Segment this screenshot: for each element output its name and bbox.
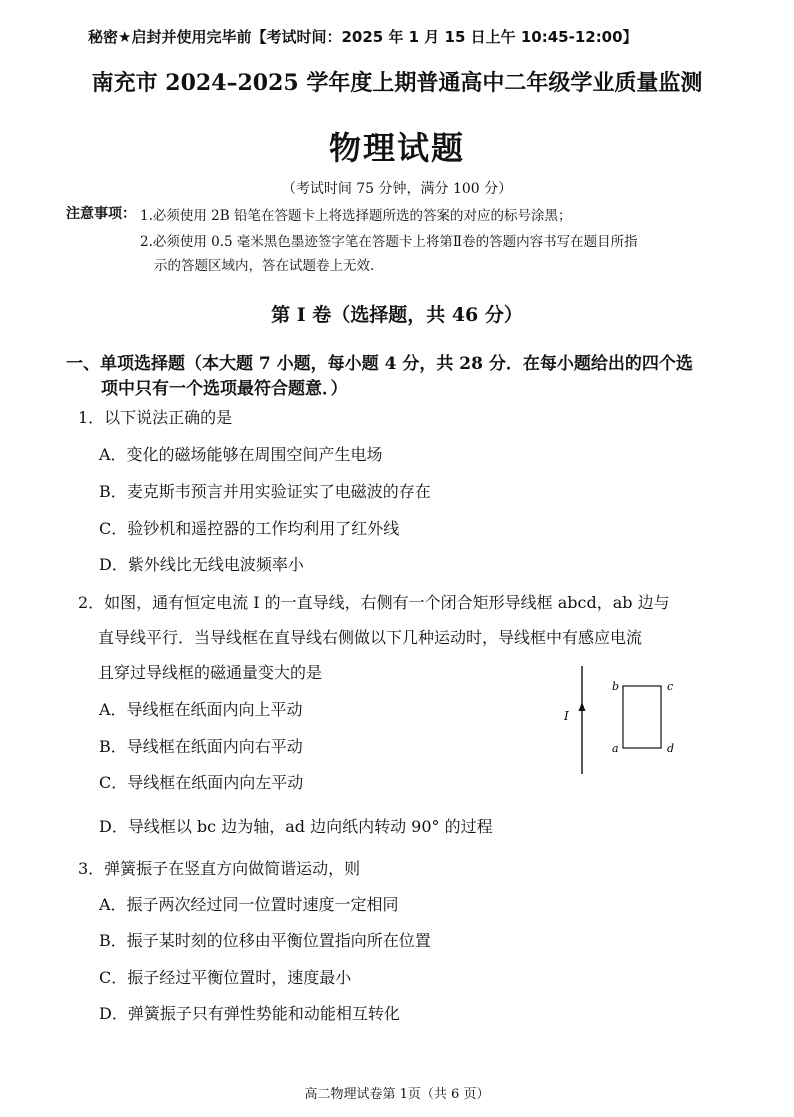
question-3-stem: 3．弹簧振子在竖直方向做简谐运动，则 bbox=[78, 859, 361, 878]
question-2-stem-line-3: 且穿过导线框的磁通量变大的是 bbox=[98, 663, 323, 682]
question-3-option-b: B．振子某时刻的位移由平衡位置指向所在位置 bbox=[99, 931, 431, 950]
section-title: 第 I 卷（选择题，共 46 分） bbox=[271, 304, 523, 326]
question-2-stem-line-1: 2．如图，通有恒定电流 I 的一直导线，右侧有一个闭合矩形导线框 abcd，ab 边与 bbox=[78, 593, 670, 612]
question-1-option-c: C．验钞机和遥控器的工作均利用了红外线 bbox=[99, 519, 400, 538]
question-1-option-a: A．变化的磁场能够在周围空间产生电场 bbox=[99, 445, 383, 464]
question-2-option-d: D．导线框以 bc 边为轴，ad 边向纸内转动 90° 的过程 bbox=[99, 817, 493, 836]
question-3-option-a: A．振子两次经过同一位置时速度一定相同 bbox=[99, 895, 399, 914]
subject-title: 物理试题 bbox=[328, 129, 465, 167]
corner-d-label: d bbox=[667, 742, 675, 755]
current-label: I bbox=[564, 709, 569, 723]
part-heading: 一、单项选择题（本大题 7 小题，每小题 4 分，共 28 分．在每小题给出的四个选 bbox=[66, 354, 693, 374]
wire-frame-diagram bbox=[560, 662, 690, 777]
question-1-option-d: D．紫外线比无线电波频率小 bbox=[99, 555, 304, 574]
exam-title: 南充市 2024–2025 学年度上期普通高中二年级学业质量监测 bbox=[91, 70, 703, 96]
rectangular-loop bbox=[623, 686, 661, 748]
corner-a-label: a bbox=[612, 742, 619, 755]
current-arrow-icon bbox=[579, 702, 586, 711]
page-footer: 高二物理试卷第 1页（共 6 页） bbox=[304, 1087, 490, 1102]
notice-label: 注意事项： bbox=[66, 206, 136, 222]
question-1-option-b: B．麦克斯韦预言并用实验证实了电磁波的存在 bbox=[99, 482, 431, 501]
part-heading-cont: 项中只有一个选项最符合题意．） bbox=[101, 379, 348, 399]
question-2-option-a: A．导线框在纸面内向上平动 bbox=[99, 700, 303, 719]
notice-item-1: 1.必须使用 2B 铅笔在答题卡上将选择题所选的答案的对应的标号涂黑； bbox=[140, 208, 572, 224]
question-1-stem: 1．以下说法正确的是 bbox=[78, 408, 233, 427]
corner-c-label: c bbox=[667, 680, 674, 693]
confidential-header: 秘密★启封并使用完毕前【考试时间：2025 年 1 月 15 日上午 10:45-12:00】 bbox=[88, 28, 638, 46]
question-3-option-d: D．弹簧振子只有弹性势能和动能相互转化 bbox=[99, 1004, 400, 1023]
question-2-option-b: B．导线框在纸面内向右平动 bbox=[99, 737, 303, 756]
question-2-stem-line-2: 直导线平行．当导线框在直导线右侧做以下几种运动时，导线框中有感应电流 bbox=[98, 628, 643, 647]
question-2-option-c: C．导线框在纸面内向左平动 bbox=[99, 773, 304, 792]
exam-info: （考试时间 75 分钟，满分 100 分） bbox=[281, 181, 513, 197]
notice-item-2-line-2: 示的答题区域内，答在试题卷上无效. bbox=[154, 258, 375, 274]
corner-b-label: b bbox=[612, 680, 620, 693]
question-3-option-c: C．振子经过平衡位置时，速度最小 bbox=[99, 968, 352, 987]
notice-item-2-line-1: 2.必须使用 0.5 毫米黑色墨迹签字笔在答题卡上将第Ⅱ卷的答题内容书写在题目所指 bbox=[140, 234, 638, 250]
